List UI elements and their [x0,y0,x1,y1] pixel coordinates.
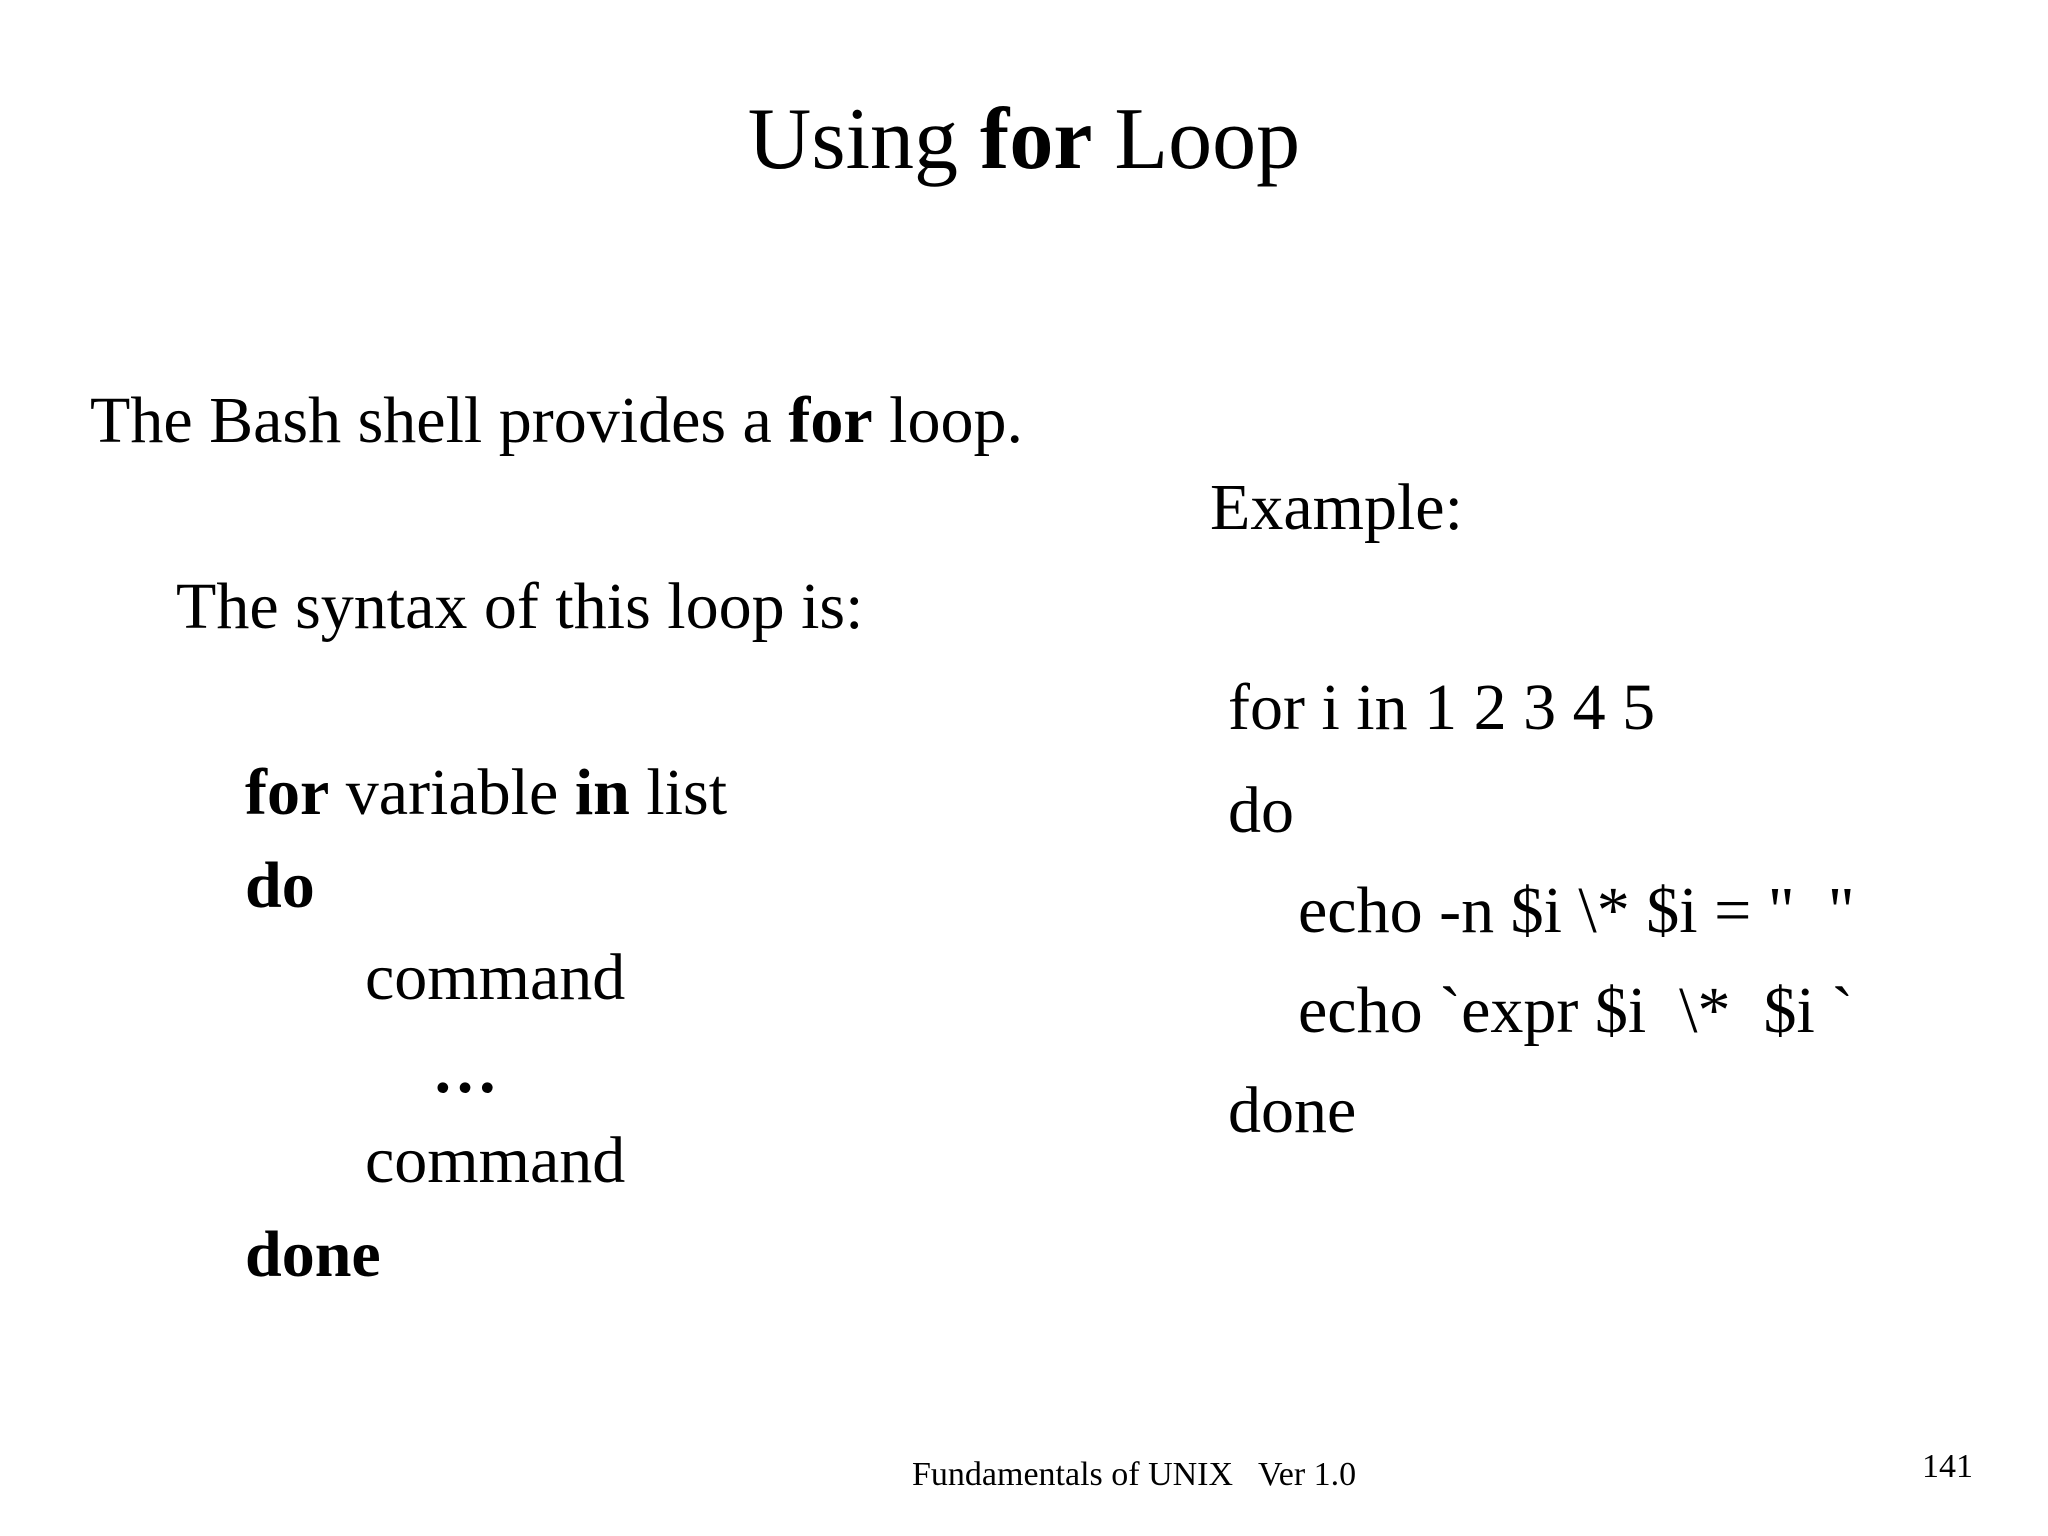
syntax-variable-text: variable [329,756,575,829]
example-code-line: do [1228,774,1294,847]
syntax-keyword-for: for [245,756,330,829]
example-label: Example: [1210,471,1463,544]
title-keyword: for [980,91,1093,188]
title-text-after: Loop [1092,91,1301,188]
syntax-list-text: list [629,756,728,829]
example-code-line: for i in 1 2 3 4 5 [1228,671,1656,744]
syntax-heading: The syntax of this loop is: [176,570,864,643]
syntax-line-do [245,849,315,922]
example-code-line: done [1228,1074,1357,1147]
syntax-keyword-in: in [574,756,630,829]
slide-title [0,91,2048,188]
syntax-line-command-1: command [365,941,626,1014]
example-code-line: echo -n $i \* $i = " " [1298,874,1855,947]
intro-keyword: for [788,384,873,457]
syntax-line-ellipsis: … [432,1034,498,1107]
page-number: 141 [1922,1448,1973,1485]
syntax-line-for [245,756,728,829]
syntax-line-command-2: command [365,1124,626,1197]
example-code-line: echo `expr $i \* $i ` [1298,974,1854,1047]
intro-text-before: The Bash shell provides a [90,384,789,457]
intro-text-after: loop. [872,384,1023,457]
title-text-before: Using [747,91,981,188]
syntax-keyword-do: do [245,849,315,922]
syntax-line-done: done [245,1218,381,1291]
footer-text: Fundamentals of UNIX Ver 1.0 [912,1456,1357,1493]
intro-line [90,384,1023,457]
